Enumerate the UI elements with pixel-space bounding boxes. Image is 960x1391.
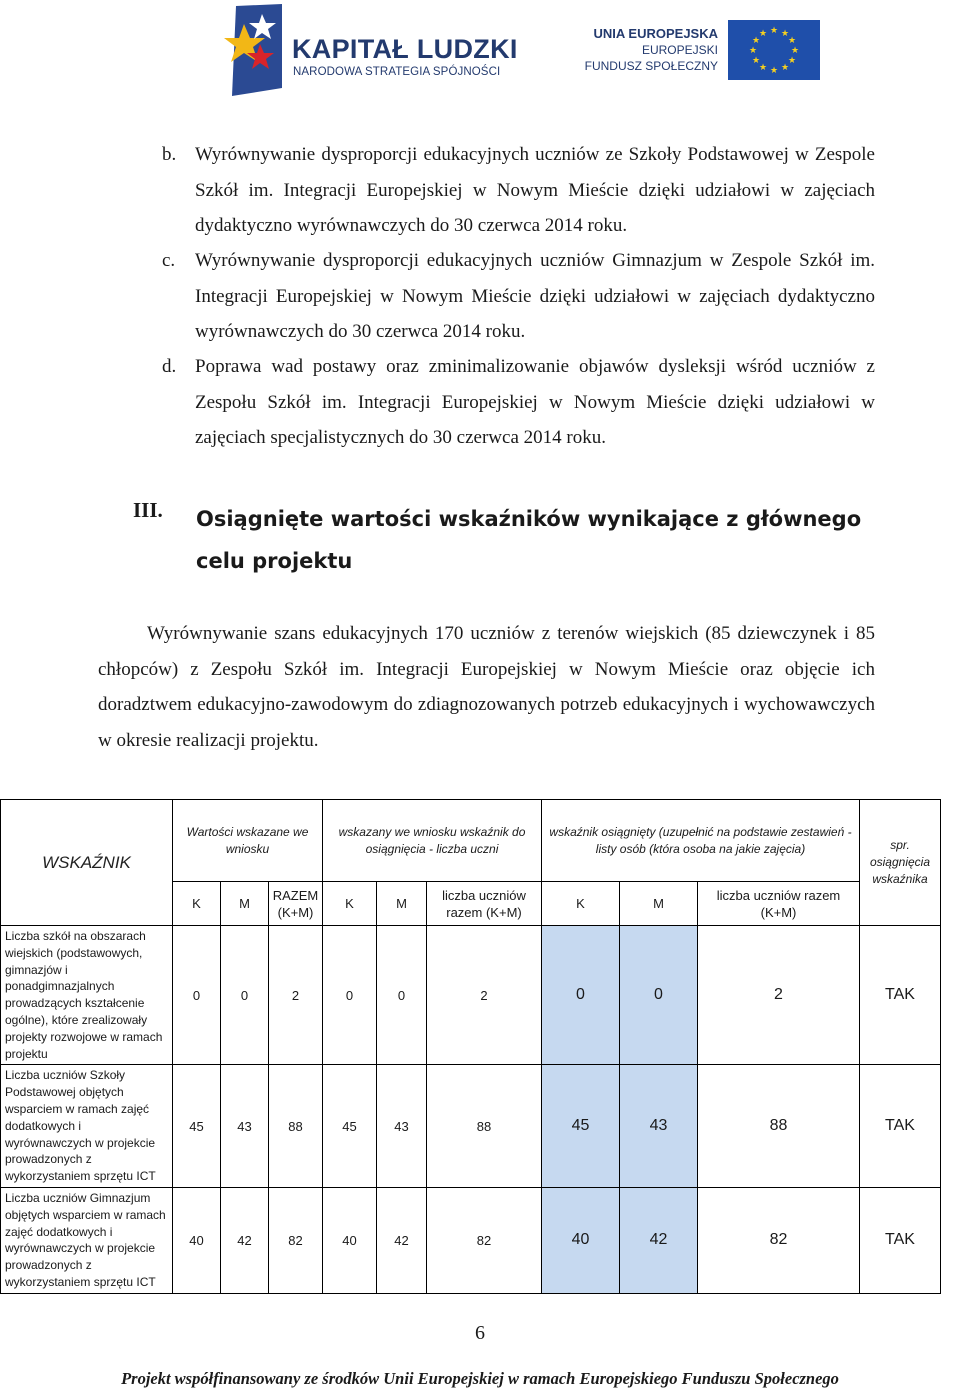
table-header-row [1,800,941,882]
svg-text:★: ★ [758,29,768,39]
table-row [1,1187,941,1293]
sub-target-k: K [323,882,377,926]
list-item [162,349,875,456]
section-title: Osiągnięte wartości wskaźników wynikające z głównego celu projektu [196,507,862,573]
eu-line-3: FUNDUSZ SPOŁECZNY [584,59,718,73]
header-declared: Wartości wskazane we wniosku [173,800,323,882]
kapital-ludzki-title: KAPITAŁ LUDZKI [292,34,518,64]
list-item-marker: c. [162,250,176,271]
achieved-total: 2 [698,926,860,1065]
sub-declared-total: RAZEM (K+M) [269,882,323,926]
svg-text:★: ★ [751,56,761,66]
eu-logo-text [585,26,718,74]
sub-achieved-k: K [542,882,620,926]
target-k: 40 [323,1187,377,1293]
goal-paragraph [98,616,875,758]
declared-m: 43 [221,1065,269,1188]
kapital-ludzki-logo [222,4,518,96]
sub-target-total: liczba uczniów razem (K+M) [427,882,542,926]
list-item [162,137,875,244]
sub-declared-m: M [221,882,269,926]
list-item [162,243,875,350]
goal-text: Wyrównywanie szans edukacyjnych 170 uczniów z terenów wiejskich (85 dziewczynek i 85 chłopców) z Zespołu Szkół im. Integracji Europejskiej w Nowym Mieście oraz objęcie ich doradztwem edukacyjno-zawodowym do zdiagnozowanych potrzeb edukacyjnych i wychowawczych w okresie realizacji projektu. [98,623,875,751]
table-row [1,1065,941,1188]
target-m: 0 [377,926,427,1065]
verify-status: TAK [860,926,941,1065]
footer-text: Projekt współfinansowany ze środków Unii Europejskiej w ramach Europejskiego Funduszu Społecznego [121,1369,839,1388]
eu-logo [584,20,820,82]
svg-text:★: ★ [769,66,779,76]
declared-total: 82 [269,1187,323,1293]
target-k: 45 [323,1065,377,1188]
achieved-total: 82 [698,1187,860,1293]
list-item-text: Wyrównywanie dysproporcji edukacyjnych uczniów Gimnazjum w Zespole Szkół im. Integracji Europejskiej w Nowym Mieście dzięki udziałowi w zajęciach dydaktyczno wyrównawczych do 30 czerwca 2014 roku. [195,250,875,342]
row-label: Liczba szkół na obszarach wiejskich (podstawowych, gimnazjów i ponadgimnazjalnych prowadzących kształcenie ogólne), które zrealizowały projekty rozwojowe w ramach projektu [1,926,173,1065]
verify-status: TAK [860,1187,941,1293]
svg-text:★: ★ [787,56,797,66]
list-item-text: Poprawa wad postawy oraz zminimalizowanie objawów dysleksji wśród uczniów z Zespołu Szkół im. Integracji Europejskiej w Nowym Mieście dzięki udziałowi w zajęciach specjalistycznych do 30 czerwca 2014 roku. [195,356,875,448]
svg-text:★: ★ [790,46,800,56]
header-target: wskazany we wniosku wskaźnik do osiągnięcia - liczba uczni [323,800,542,882]
section-number: III. [133,498,163,522]
target-total: 2 [427,926,542,1065]
declared-m: 0 [221,926,269,1065]
kapital-ludzki-star-icon [222,4,284,96]
eu-flag-icon [728,20,820,80]
list-item-marker: b. [162,144,177,165]
header-verify: spr. osiągnięcia wskaźnika [860,800,941,926]
target-m: 42 [377,1187,427,1293]
sub-target-m: M [377,882,427,926]
row-label: Liczba uczniów Szkoły Podstawowej objętych wsparciem w ramach zajęć dodatkowych i wyrównawczych w projekcie prowadzonych z wykorzystaniem sprzętu ICT [1,1065,173,1188]
sub-achieved-m: M [620,882,698,926]
header-achieved: wskaźnik osiągnięty (uzupełnić na podstawie zestawień - listy osób (która osoba na jakie zajęcia) [542,800,860,882]
declared-k: 45 [173,1065,221,1188]
svg-text:★: ★ [769,26,779,36]
svg-text:★: ★ [780,29,790,39]
list-item-text: Wyrównywanie dysproporcji edukacyjnych uczniów ze Szkoły Podstawowej w Zespole Szkół im. Integracji Europejskiej w Nowym Mieście dzięki udziałowi w zajęciach dydaktyczno wyrównawczych do 30 czerwca 2014 roku. [195,144,875,236]
verify-status: TAK [860,1065,941,1188]
header-indicator: WSKAŹNIK [1,800,173,926]
declared-total: 88 [269,1065,323,1188]
svg-text:★: ★ [787,36,797,46]
table-row [1,926,941,1065]
eu-line-1: UNIA EUROPEJSKA [593,26,718,41]
target-total: 88 [427,1065,542,1188]
row-label: Liczba uczniów Gimnazjum objętych wsparciem w ramach zajęć dodatkowych i wyrównawczych w projekcie prowadzonych z wykorzystaniem sprzętu ICT [1,1187,173,1293]
achieved-m: 43 [620,1065,698,1188]
target-m: 43 [377,1065,427,1188]
sub-declared-k: K [173,882,221,926]
svg-text:★: ★ [780,63,790,73]
svg-text:★: ★ [751,36,761,46]
target-k: 0 [323,926,377,1065]
svg-text:★: ★ [748,46,758,56]
eu-line-2: EUROPEJSKI [641,43,718,57]
achieved-total: 88 [698,1065,860,1188]
declared-k: 40 [173,1187,221,1293]
declared-m: 42 [221,1187,269,1293]
achieved-k: 0 [542,926,620,1065]
declared-k: 0 [173,926,221,1065]
sub-achieved-total: liczba uczniów razem (K+M) [698,882,860,926]
achieved-k: 45 [542,1065,620,1188]
page-number: 6 [475,1322,485,1344]
list-item-marker: d. [162,356,177,377]
target-total: 82 [427,1187,542,1293]
declared-total: 2 [269,926,323,1065]
kapital-ludzki-subtitle: NARODOWA STRATEGIA SPÓJNOŚCI [293,66,501,78]
achieved-m: 0 [620,926,698,1065]
achieved-m: 42 [620,1187,698,1293]
svg-text:★: ★ [758,63,768,73]
achieved-k: 40 [542,1187,620,1293]
indicators-table [0,799,941,1294]
